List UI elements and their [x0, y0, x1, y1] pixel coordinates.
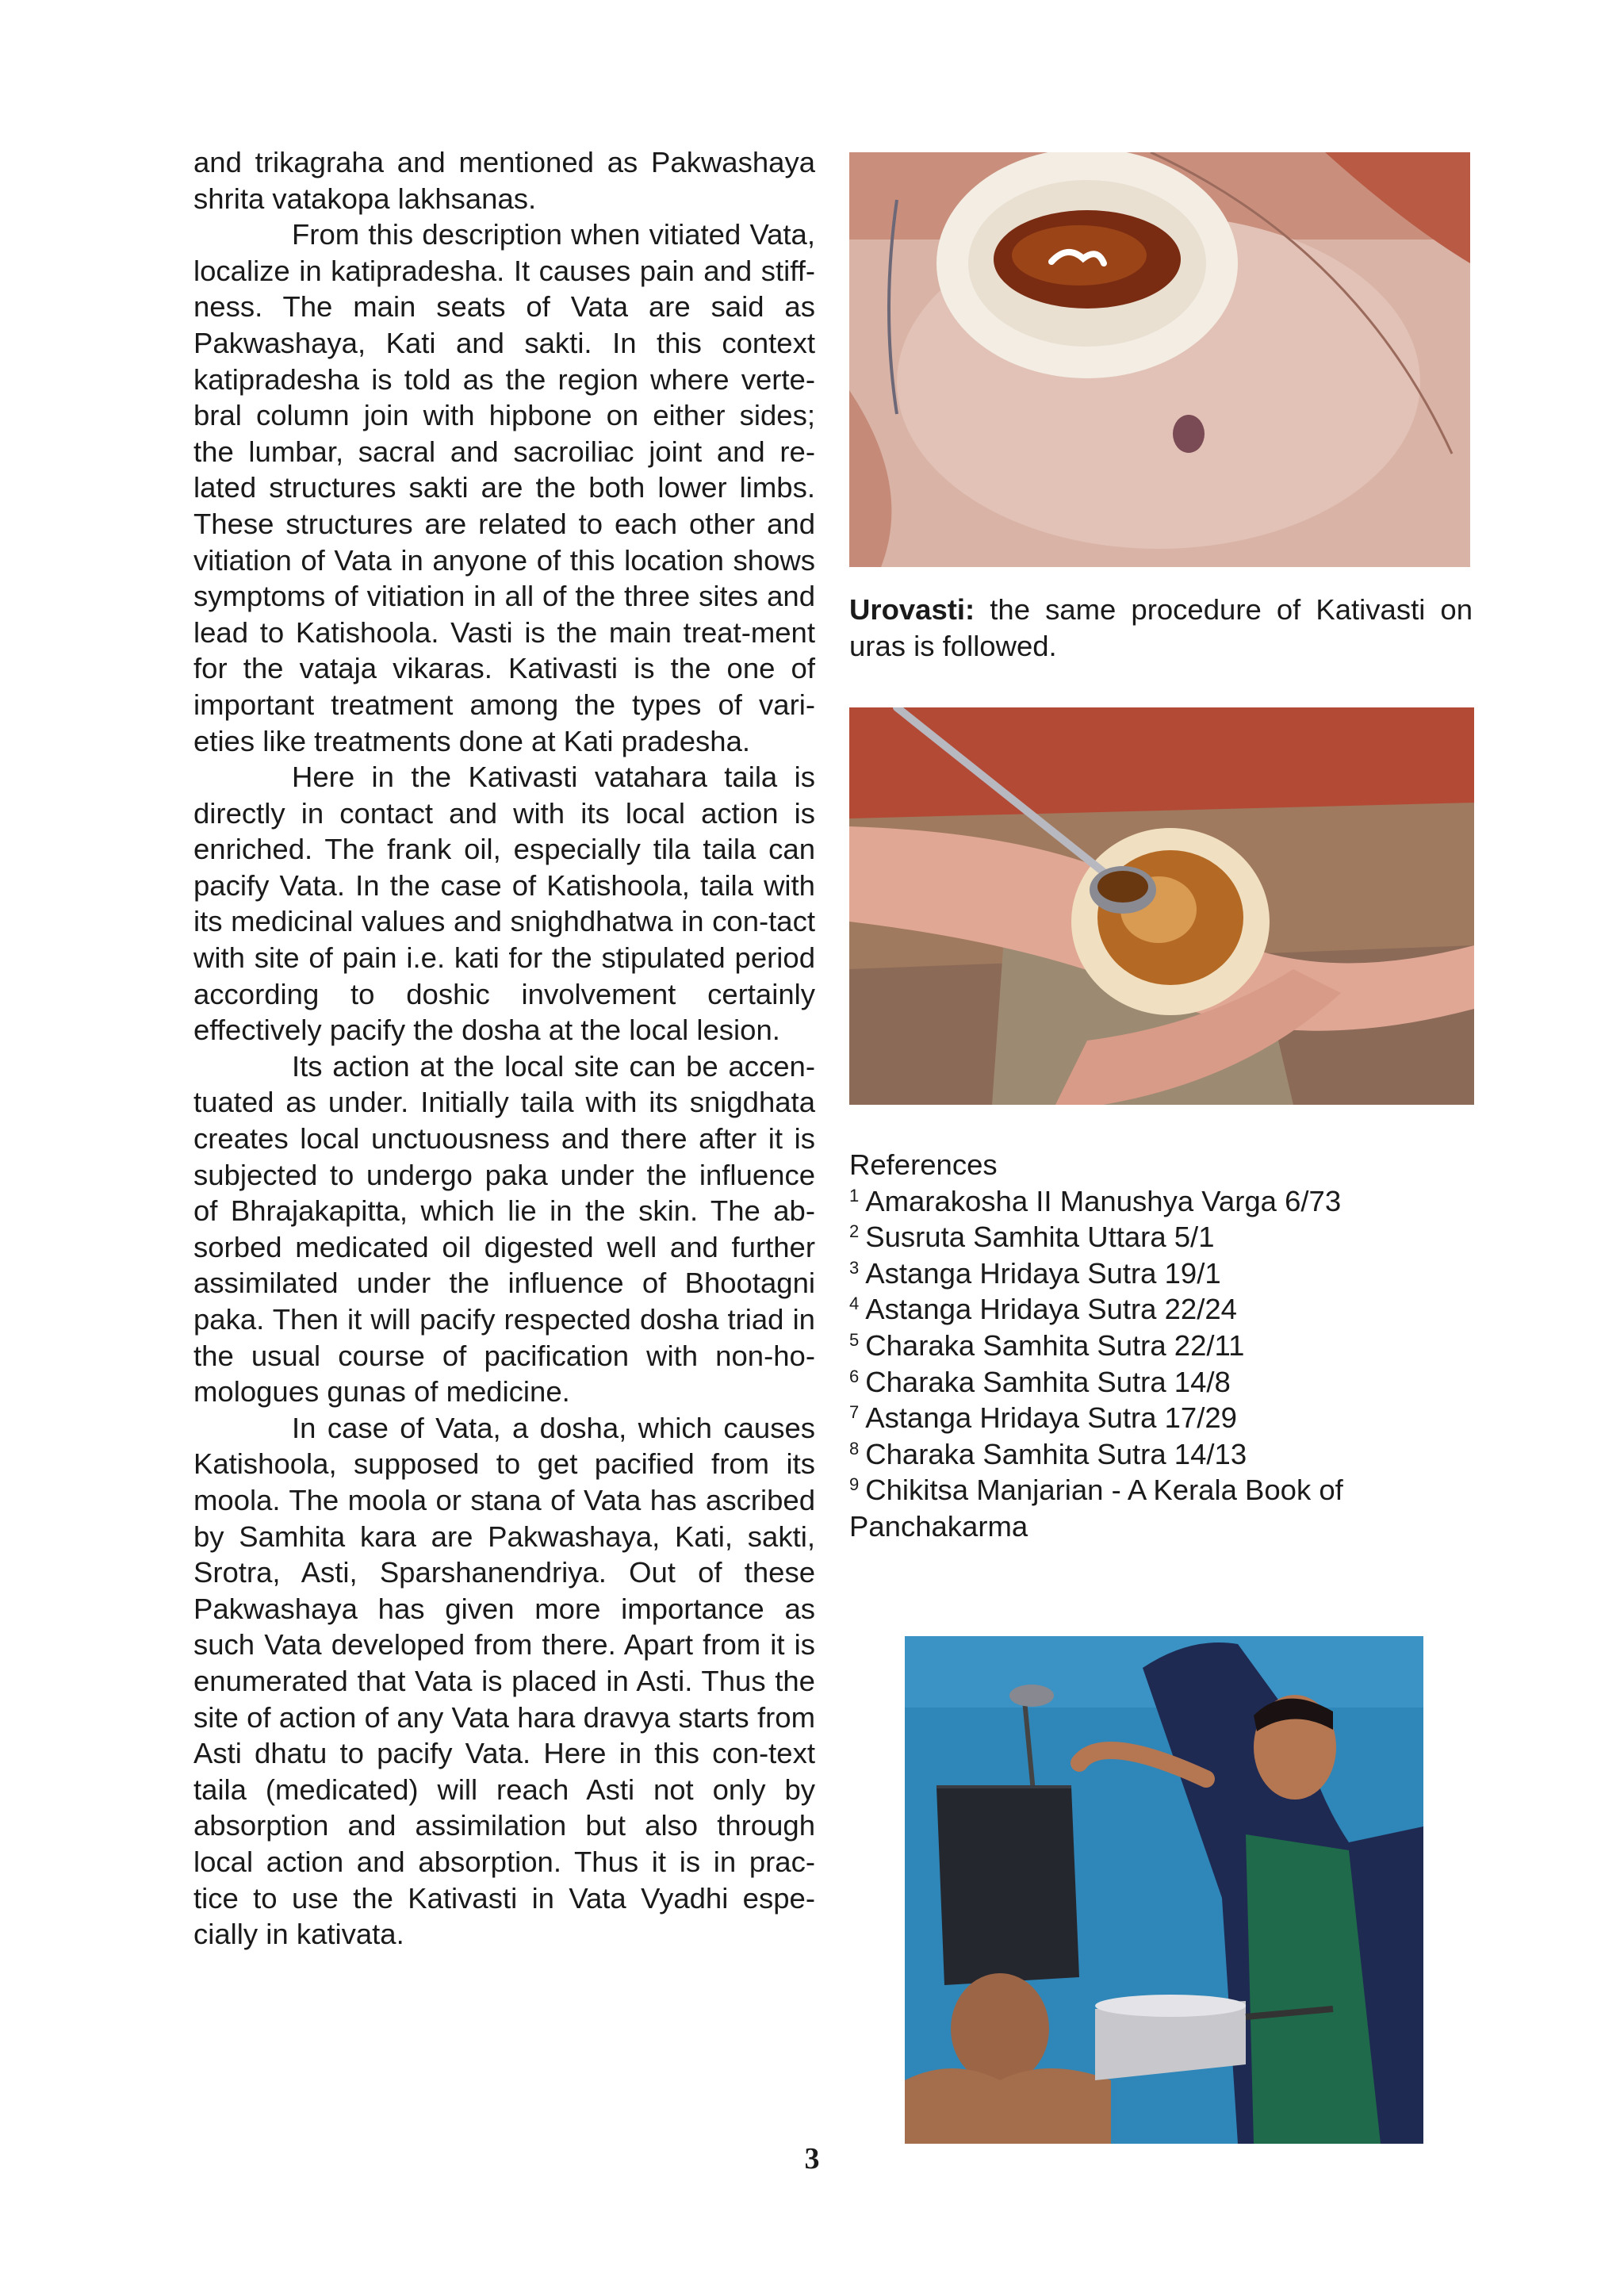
reference-number: 1: [849, 1185, 860, 1205]
reference-number: 7: [849, 1402, 860, 1423]
reference-item: [849, 1436, 1473, 1473]
caption-term: Urovasti:: [849, 593, 975, 626]
urovasti-caption: [849, 592, 1473, 664]
reference-number: 3: [849, 1257, 860, 1278]
reference-number: 4: [849, 1294, 860, 1314]
shirovasti-photo: [905, 1636, 1423, 2144]
references-heading: References: [849, 1148, 998, 1181]
references-section: [849, 1147, 1473, 1545]
reference-text: Susruta Samhita Uttara 5/1: [865, 1221, 1215, 1254]
paragraph-4: Its action at the local site can be accen-tuated as under. Initially taila with its snigdhata creates local unctuousness and there after it is subjected to undergo paka under the influence of Bhrajakapitta, which lie in the skin. The ab-sorbed medicated oil digested well and further assimilated under the influence of Bhootagni paka. Then it will pacify respected dosha triad in the usual course of pacification with non-ho-mologues gunas of medicine.: [193, 1049, 815, 1409]
reference-item: [849, 1472, 1473, 1544]
reference-number: 9: [849, 1474, 860, 1495]
caption-text: the same procedure of Kativasti on uras is followed.: [849, 593, 1473, 662]
reference-number: 5: [849, 1329, 860, 1350]
kativasti-knee-photo: [849, 707, 1474, 1105]
paragraph-1: and trikagraha and mentioned as Pakwashaya shrita vatakopa lakhsanas.: [193, 146, 815, 215]
reference-item: [849, 1400, 1473, 1436]
reference-text: Astanga Hridaya Sutra 19/1: [865, 1256, 1221, 1290]
reference-item: [849, 1291, 1473, 1328]
reference-item: [849, 1328, 1473, 1364]
reference-number: 6: [849, 1366, 860, 1386]
reference-number: 2: [849, 1221, 860, 1242]
reference-text: Charaka Samhita Sutra 14/13: [865, 1437, 1247, 1470]
reference-text: Amarakosha II Manushya Varga 6/73: [865, 1184, 1342, 1217]
reference-text: Charaka Samhita Sutra 22/11: [865, 1328, 1245, 1362]
reference-item: [849, 1219, 1473, 1255]
paragraph-5: In case of Vata, a dosha, which causes Katishoola, supposed to get pacified from its moola. The moola or stana of Vata has ascribed by Samhita kara are Pakwashaya, Kati, sakti, Srotra, Asti, Sparshanendriya. Out of these Pakwashaya has given more importance as such Vata developed from there. Apart from it is enumerated that Vata is placed in Asti. Thus the site of action of any Vata hara dravya starts from Asti dhatu to pacify Vata. Here in this con-text taila (medicated) will reach Asti not only by absorption and assimilation but also through local action and absorption. Thus it is in prac-tice to use the Kativasti in Vata Vyadhi espe-cially in kativata.: [193, 1411, 815, 1951]
reference-text: Charaka Samhita Sutra 14/8: [865, 1365, 1231, 1398]
page-number: 3: [804, 2142, 820, 2175]
reference-item: [849, 1255, 1473, 1292]
reference-list: [849, 1183, 1473, 1545]
reference-number: 8: [849, 1438, 860, 1458]
body-text-column: [193, 144, 815, 1953]
paragraph-3: Here in the Kativasti vatahara taila is directly in contact and with its local action is enriched. The frank oil, especially tila taila can pacify Vata. In the case of Katishoola, taila with its medicinal values and snighdhatwa in con-tact with site of pain i.e. kati for the stipulated period according to doshic involvement certainly effectively pacify the dosha at the local lesion.: [193, 761, 815, 1047]
urovasti-photo: [849, 152, 1470, 567]
paragraph-2: From this description when vitiated Vata, localize in katipradesha. It causes pain and stiff-ness. The main seats of Vata are said as Pakwashaya, Kati and sakti. In this context katipradesha is told as the region where verte-bral column join with hipbone on either sides; the lumbar, sacral and sacroiliac joint and re-lated structures sakti are the both lower limbs. These structures are related to each other and vitiation of Vata in anyone of this location shows symptoms of vitiation in all of the three sites and lead to Katishoola. Vasti is the main treat-ment for the vataja vikaras. Kativasti is the one of important treatment among the types of vari-eties like treatments done at Kati pradesha.: [193, 218, 815, 757]
reference-item: [849, 1183, 1473, 1220]
reference-text: Chikitsa Manjarian - A Kerala Book of Panchakarma: [849, 1474, 1343, 1543]
reference-text: Astanga Hridaya Sutra 22/24: [865, 1293, 1237, 1326]
reference-item: [849, 1364, 1473, 1401]
reference-text: Astanga Hridaya Sutra 17/29: [865, 1401, 1237, 1435]
